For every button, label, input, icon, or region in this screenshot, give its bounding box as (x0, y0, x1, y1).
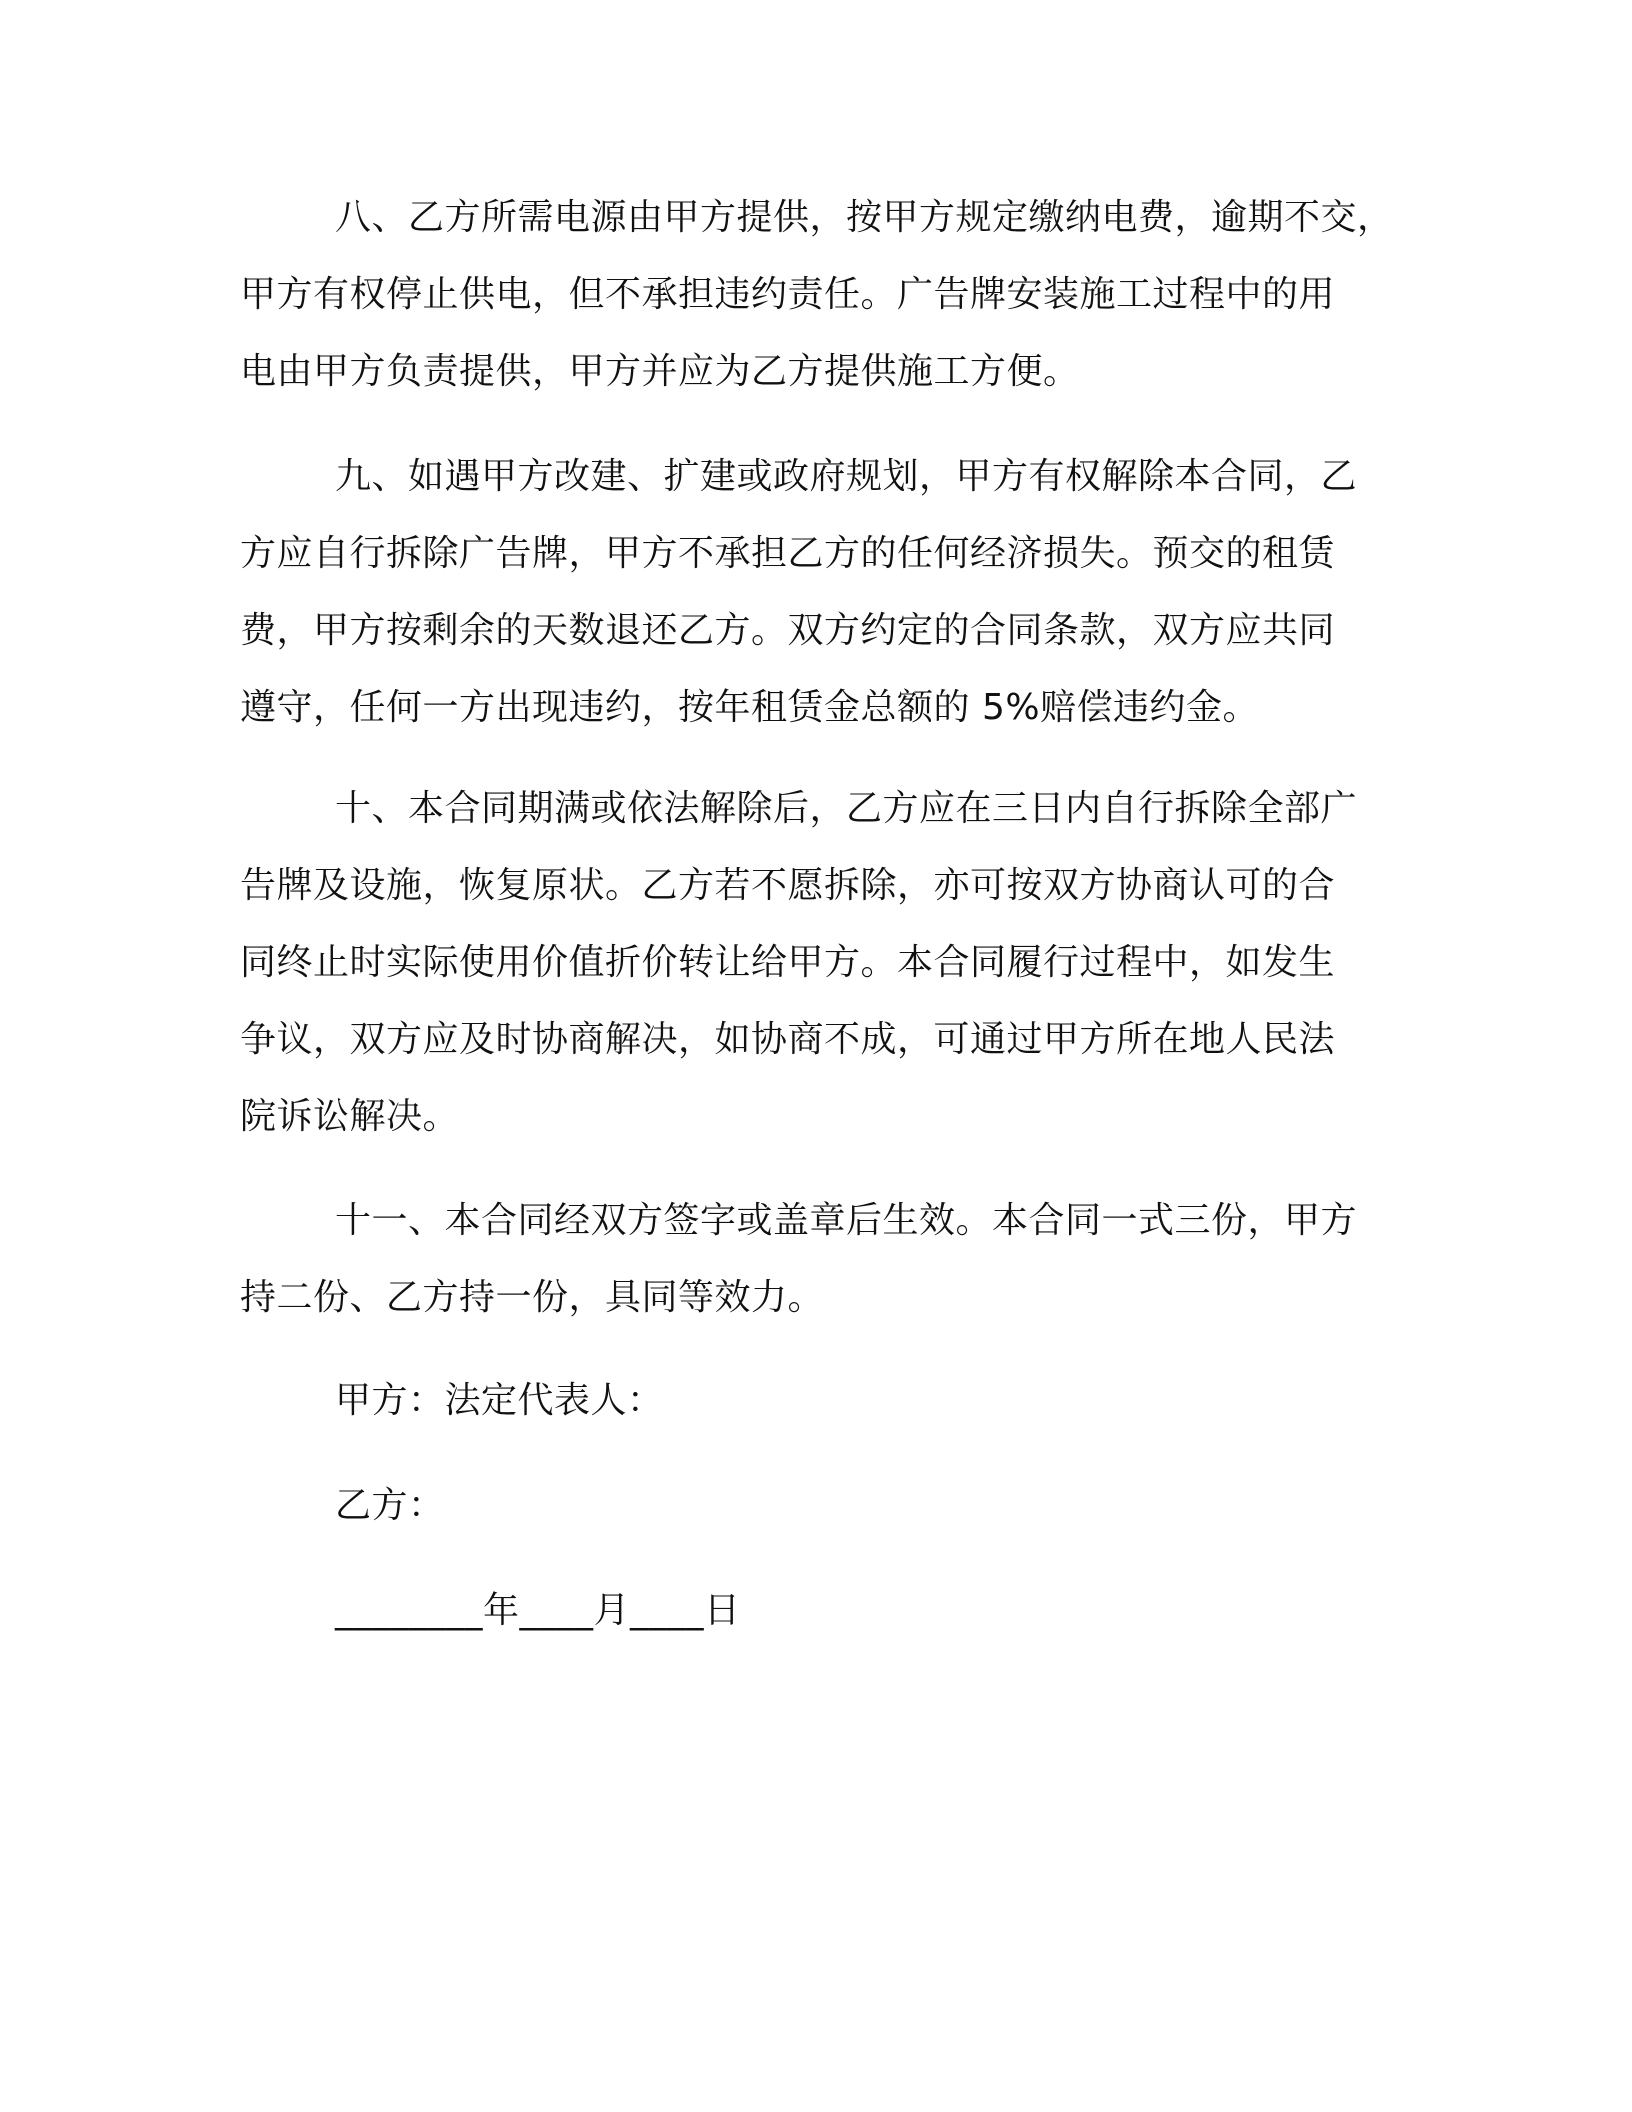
clause-10-line-4: 争议，双方应及时协商解决，如协商不成，可通过甲方所在地人民法 (240, 1019, 1336, 1060)
clause-11 (240, 1182, 1390, 1336)
clause-11-line-2: 持二份、乙方持一份，具同等效力。 (240, 1277, 825, 1318)
clause-9-line-2: 方应自行拆除广告牌，甲方不承担乙方的任何经济损失。预交的租赁 (240, 533, 1336, 574)
clause-10-line-1: 十、本合同期满或依法解除后，乙方应在三日内自行拆除全部广 (335, 788, 1358, 829)
clause-9 (240, 438, 1390, 746)
party-a-signature-line: 甲方：法定代表人： (335, 1380, 664, 1421)
clause-8-line-2: 甲方有权停止供电，但不承担违约责任。广告牌安装施工过程中的用 (240, 274, 1336, 315)
clause-10-line-3: 同终止时实际使用价值折价转让给甲方。本合同履行过程中，如发生 (240, 942, 1336, 983)
clause-9-line-1: 九、如遇甲方改建、扩建或政府规划，甲方有权解除本合同，乙 (335, 456, 1358, 497)
clause-8-line-3: 电由甲方负责提供，甲方并应为乙方提供施工方便。 (240, 351, 1080, 392)
clause-9-line-4: 遵守，任何一方出现违约，按年租赁金总额的 5%赔偿违约金。 (240, 687, 1260, 728)
clause-11-line-1: 十一、本合同经双方签字或盖章后生效。本合同一式三份，甲方 (335, 1200, 1358, 1241)
clause-8 (240, 179, 1394, 410)
date-line: ________年____月____日 (335, 1590, 741, 1631)
clause-8-line-1: 八、乙方所需电源由甲方提供，按甲方规定缴纳电费，逾期不交， (335, 197, 1394, 238)
clause-10 (240, 770, 1390, 1155)
clause-10-line-2: 告牌及设施，恢复原状。乙方若不愿拆除，亦可按双方协商认可的合 (240, 865, 1336, 906)
clause-9-line-3: 费，甲方按剩余的天数退还乙方。双方约定的合同条款，双方应共同 (240, 610, 1336, 651)
party-b-signature-line: 乙方： (335, 1485, 445, 1526)
clause-10-line-5: 院诉讼解决。 (240, 1096, 460, 1137)
